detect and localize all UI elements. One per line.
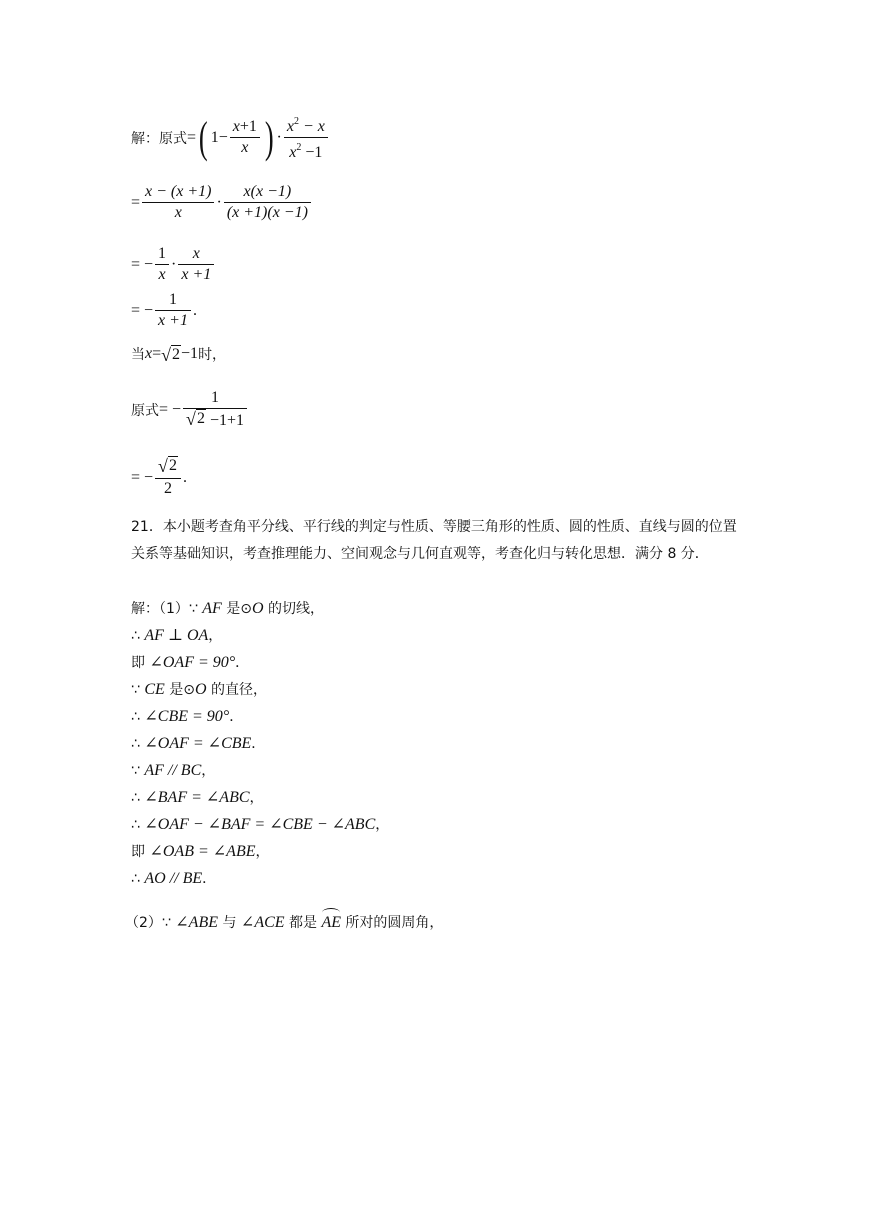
fraction: $\frac{x+1}{x}$: [230, 117, 260, 158]
part-2-line: （2）∵ ∠ABE 与 ∠ACE 都是 AE 所对的圆周角，: [125, 914, 444, 931]
fraction: 1 √ 2 −1+1: [183, 388, 247, 431]
equation-step-6: 原式 = − 1 √ 2 −1+1: [131, 388, 249, 431]
fraction: $\frac{1}{x}$: [155, 244, 169, 285]
proof-line: ∴ ∠BAF = ∠ABC，: [131, 789, 264, 806]
proof-line: ∴ ∠CBE = 90°．: [131, 708, 244, 725]
fraction: $\frac{x}{x +1}$: [178, 244, 214, 285]
arc-ae: AE: [321, 914, 341, 931]
left-paren: (: [198, 112, 208, 162]
fraction: $\frac{1}{x +1}$: [155, 290, 191, 331]
equation-step-4: = − $\frac{1}{x +1}$ .: [131, 291, 197, 329]
proof-line: ∴ ∠OAF = ∠CBE．: [131, 735, 266, 752]
proof-line: ∵ CE 是⊙O 的直径，: [131, 681, 268, 698]
equation-step-7: = − √ 2 2 .: [131, 456, 187, 497]
proof-line: ∴ AF ⊥ OA，: [131, 627, 223, 644]
question-21-intro: 21．本小题考查角平分线、平行线的判定与性质、等腰三角形的性质、圆的性质、直线与圆的位置关系等基础知识，考查推理能力、空间观念与几何直观等，考查化归与转化思想．满分 8 分．: [131, 519, 737, 562]
fraction: $\frac{x - (x +1)}{x}$: [142, 182, 214, 223]
proof-line: 解：（1）∵ AF 是⊙O 的切线，: [131, 600, 325, 617]
proof-line: ∵ AF // BC，: [131, 762, 216, 779]
equation-step-3: = − $\frac{1}{x}$ · $\frac{x}{x +1}$: [131, 244, 216, 285]
fraction: $\frac{x^2 - x}{x^2 -1}$: [284, 112, 328, 163]
solution-label: 解：原式: [131, 130, 187, 147]
substitution-line: 当 x = √ 2 −1 时，: [131, 344, 227, 365]
sqrt: √ 2: [161, 344, 181, 365]
proof-line: 即 ∠OAF = 90°．: [131, 654, 250, 671]
equation-step-2: = $\frac{x - (x +1)}{x}$ · $\frac{x(x -1)}{(x +1)(x -1)}$: [131, 182, 313, 223]
fraction: $\frac{x(x -1)}{(x +1)(x -1)}$: [224, 182, 311, 223]
fraction: √ 2 2: [155, 456, 181, 499]
right-paren: ): [264, 112, 274, 162]
proof-line: ∴ AO // BE．: [131, 870, 217, 887]
proof-line: ∴ ∠OAF − ∠BAF = ∠CBE − ∠ABC，: [131, 816, 390, 833]
proof-line: 即 ∠OAB = ∠ABE，: [131, 843, 270, 860]
equation-step-1: 解：原式 = ( 1 − $\frac{x+1}{x}$ ) · $\frac{x^2 - x}{x^2 -1}$: [131, 112, 330, 163]
